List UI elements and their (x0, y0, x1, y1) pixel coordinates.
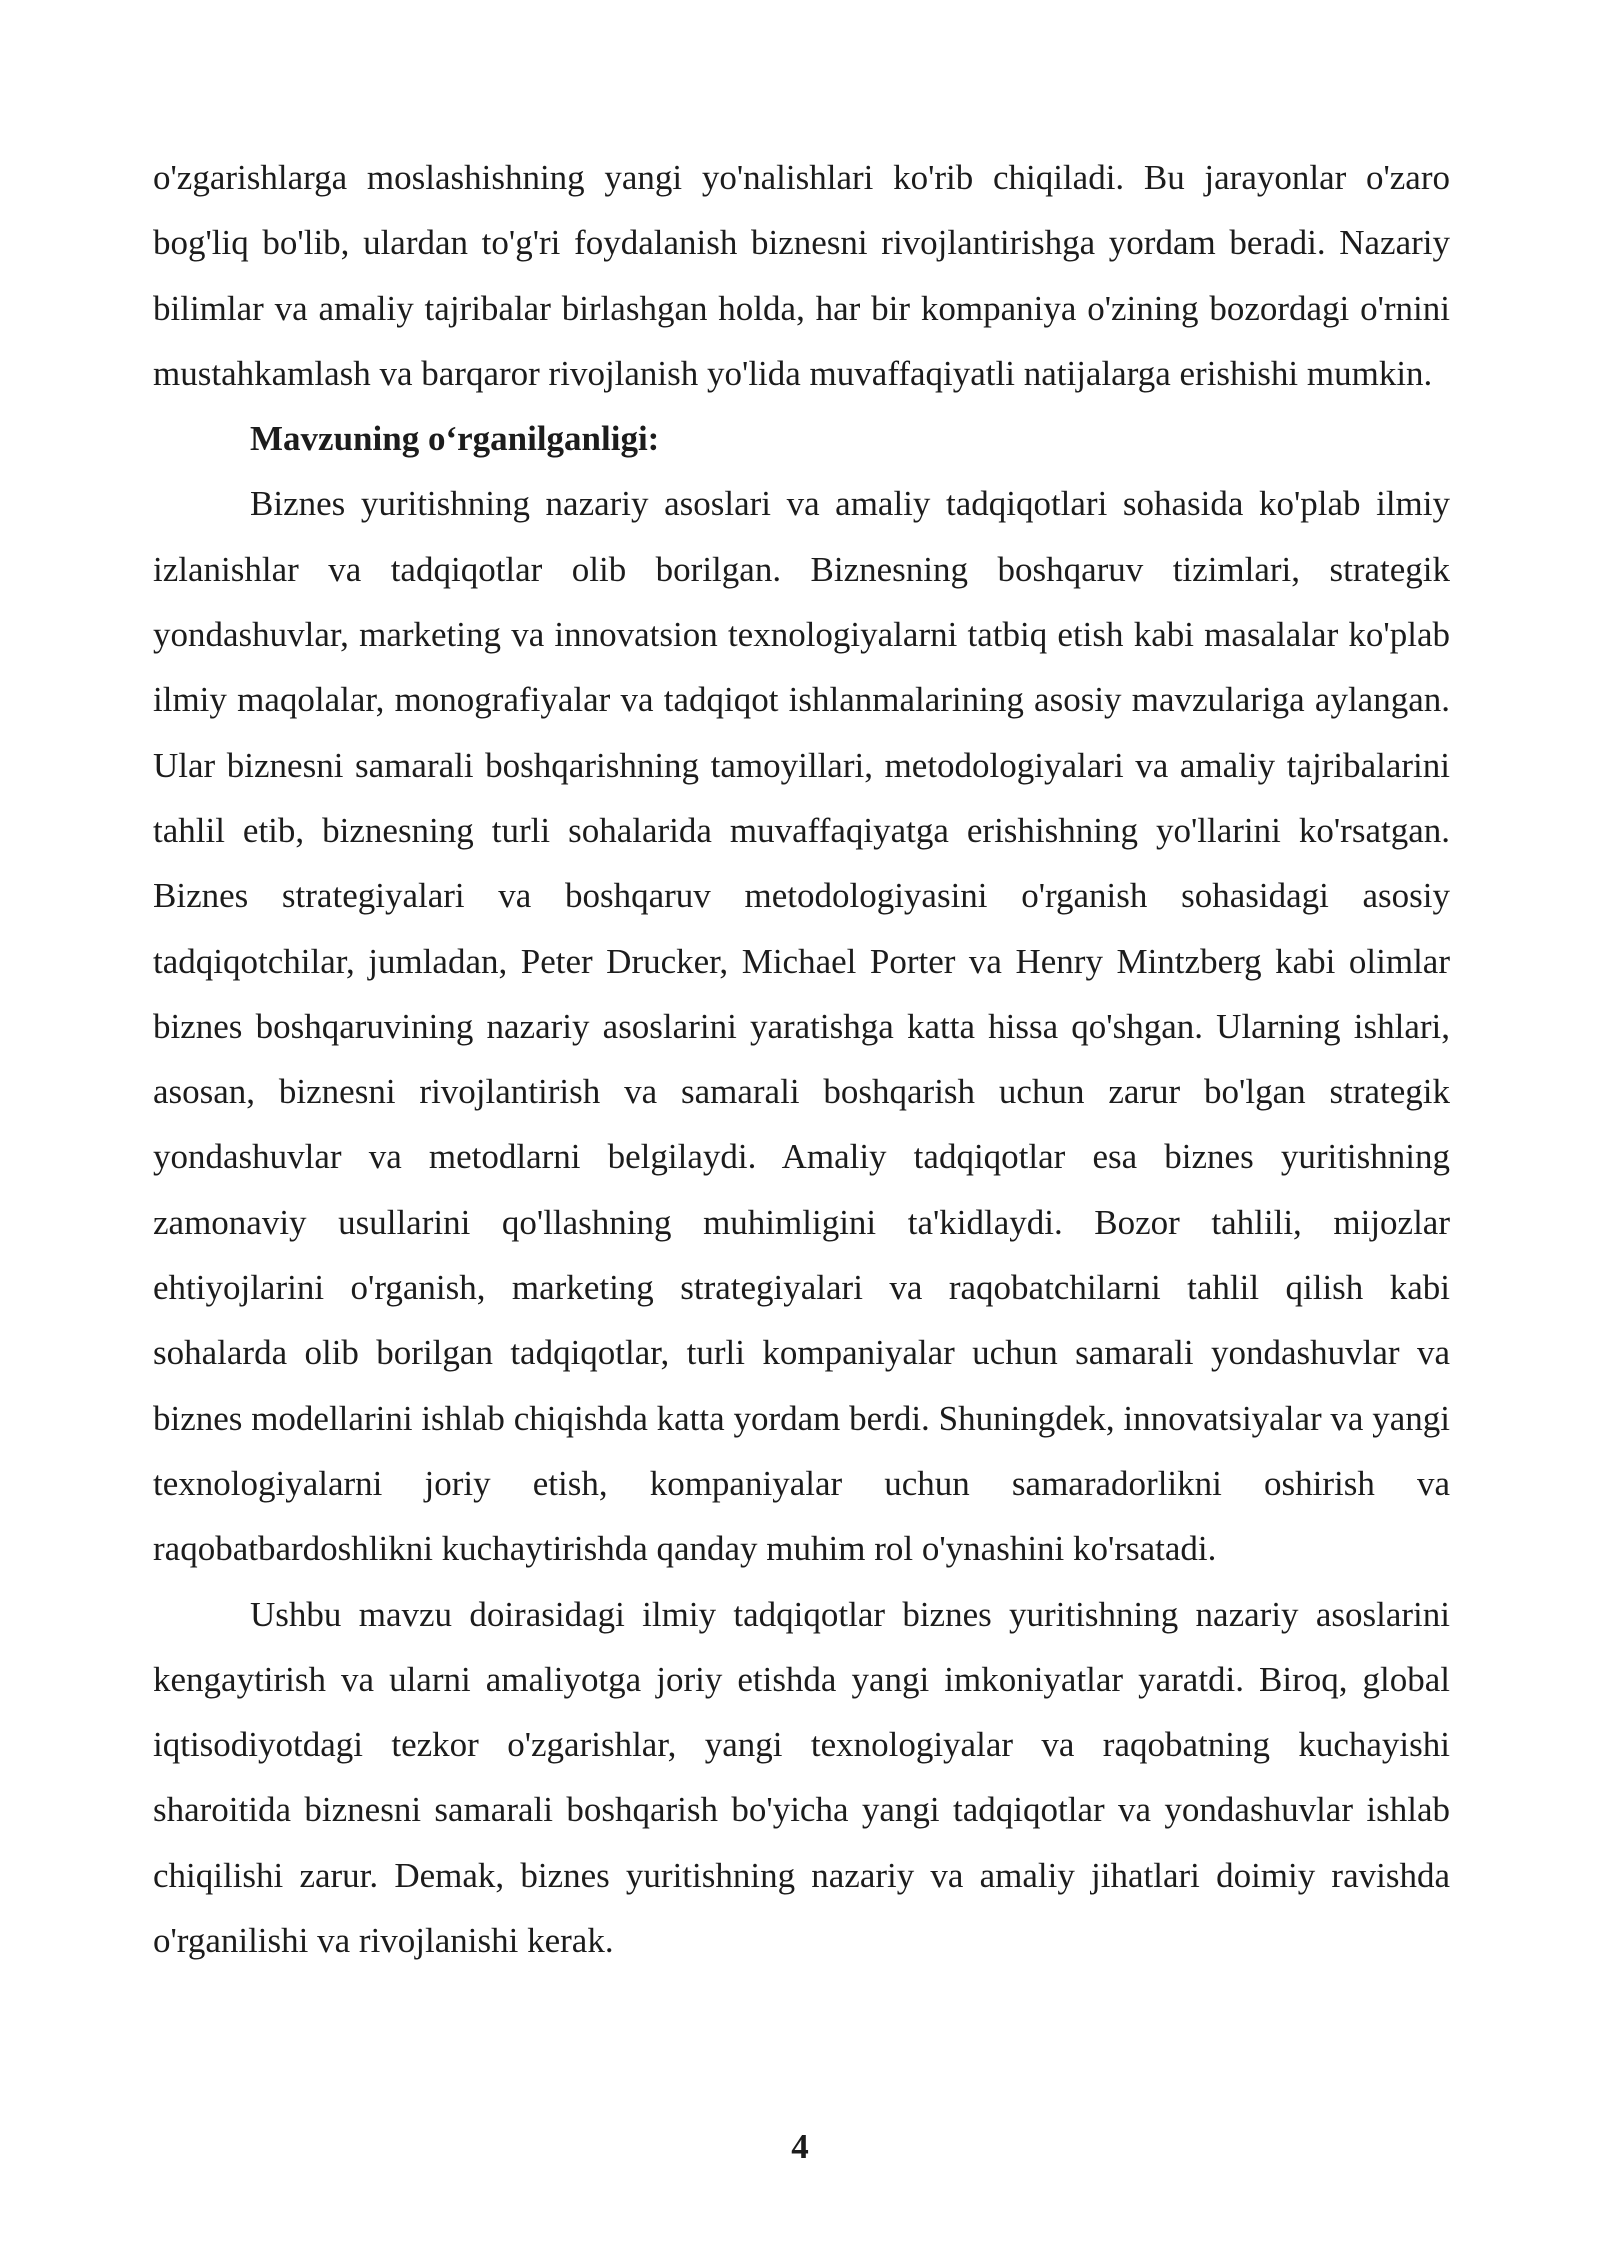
paragraph-literature-review: Biznes yuritishning nazariy asoslari va amaliy tadqiqotlari sohasida ko'plab ilmiy izlanishlar va tadqiqotlar olib borilgan. Biznesning boshqaruv tizimlari, strategik yondashuvlar, marketing va innovatsion texnologiyalarni tatbiq etish kabi masalalar ko'plab ilmiy maqolalar, monografiyalar va tadqiqot ishlanmalarining asosiy mavzulariga aylangan. Ular biznesni samarali boshqarishning tamoyillari, metodologiyalari va amaliy tajribalarini tahlil etib, biznesning turli sohalarida muvaffaqiyatga erishishning yo'llarini ko'rsatgan. Biznes strategiyalari va boshqaruv metodologiyasini o'rganish sohasidagi asosiy tadqiqotchilar, jumladan, Peter Drucker, Michael Porter va Henry Mintzberg kabi olimlar biznes boshqaruvining nazariy asoslarini yaratishga katta hissa qo'shgan. Ularning ishlari, asosan, biznesni rivojlantirish va samarali boshqarish uchun zarur bo'lgan strategik yondashuvlar va metodlarni belgilaydi. Amaliy tadqiqotlar esa biznes yuritishning zamonaviy usullarini qo'llashning muhimligini ta'kidlaydi. Bozor tahlili, mijozlar ehtiyojlarini o'rganish, marketing strategiyalari va raqobatchilarni tahlil qilish kabi sohalarda olib borilgan tadqiqotlar, turli kompaniyalar uchun samarali yondashuvlar va biznes modellarini ishlab chiqishda katta yordam berdi. Shuningdek, innovatsiyalar va yangi texnologiyalarni joriy etish, kompaniyalar uchun samaradorlikni oshirish va raqobatbardoshlikni kuchaytirishda qanday muhim rol o'ynashini ko'rsatadi. (153, 484, 1450, 1569)
paragraph-conclusion: Ushbu mavzu doirasidagi ilmiy tadqiqotlar biznes yuritishning nazariy asoslarini kengaytirish va ularni amaliyotga joriy etishda yangi imkoniyatlar yaratdi. Biroq, global iqtisodiyotdagi tezkor o'zgarishlar, yangi texnologiyalar va raqobatning kuchayishi sharoitida biznesni samarali boshqarish bo'yicha yangi tadqiqotlar va yondashuvlar ishlab chiqilishi zarur. Demak, biznes yuritishning nazariy va amaliy jihatlari doimiy ravishda o'rganilishi va rivojlanishi kerak. (153, 1594, 1450, 1961)
page-number: 4 (791, 2127, 809, 2166)
section-heading: Mavzuning o‘rganilganligi: (250, 419, 660, 459)
paragraph-continuation: o'zgarishlarga moslashishning yangi yo'nalishlari ko'rib chiqiladi. Bu jarayonlar o'zaro bog'liq bo'lib, ulardan to'g'ri foydalanish biznesni rivojlantirishga yordam beradi. Nazariy bilimlar va amaliy tajribalar birlashgan holda, har bir kompaniya o'zining bozordagi o'rnini mustahkamlash va barqaror rivojlanish yo'lida muvaffaqiyatli natijalarga erishishi mumkin. (153, 158, 1450, 393)
body-text (153, 145, 1450, 1973)
